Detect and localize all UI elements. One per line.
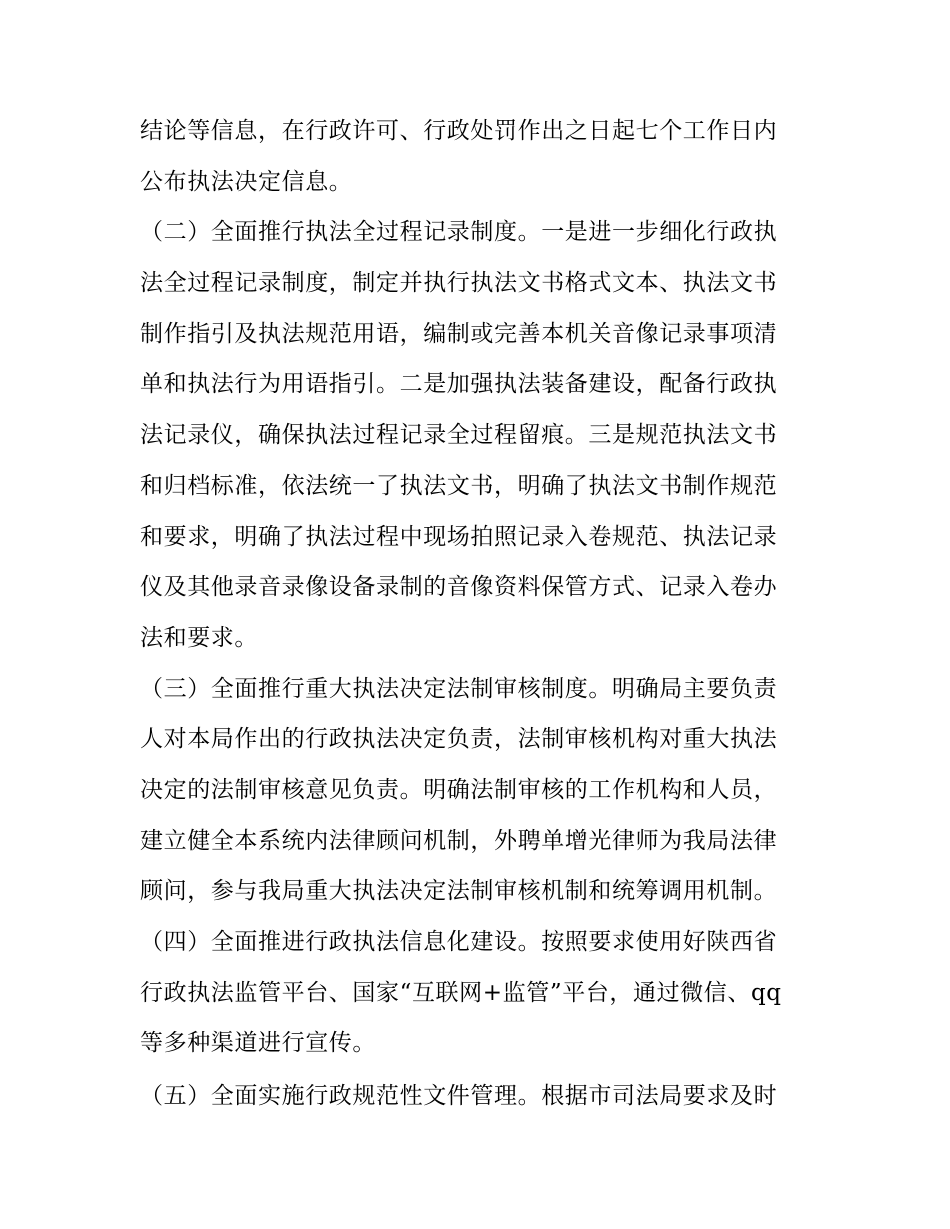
text-line: （五）全面实施行政规范性文件管理。根据市司法局要求及时: [140, 1083, 778, 1110]
text-line: （二）全面推行执法全过程记录制度。一是进一步细化行政执: [140, 219, 778, 246]
text-line: （三）全面推行重大执法决定法制审核制度。明确局主要负责: [140, 675, 778, 702]
text-line: 等多种渠道进行宣传。: [140, 1030, 376, 1057]
text-line: 建立健全本系统内法律顾问机制，外聘单增光律师为我局法律: [140, 827, 778, 854]
text-line: 结论等信息，在行政许可、行政处罚作出之日起七个工作日内: [140, 118, 778, 144]
text-line: 仪及其他录音录像设备录制的音像资料保管方式、记录入卷办: [140, 574, 778, 601]
body-text: [140, 106, 820, 1122]
text-line: （四）全面推进行政执法信息化建设。按照要求使用好陕西省: [140, 929, 778, 955]
text-line: 决定的法制审核意见负责。明确法制审核的工作机构和人员，: [140, 776, 778, 803]
text-line: 行政执法监管平台、国家“互联网+监管”平台，通过微信、qq: [140, 979, 782, 1006]
text-line: 公布执法决定信息。: [140, 168, 353, 195]
text-line: 制作指引及执法规范用语，编制或完善本机关音像记录事项清: [140, 320, 778, 347]
text-line: 法记录仪，确保执法过程记录全过程留痕。三是规范执法文书: [140, 422, 778, 449]
text-line: 和归档标准，依法统一了执法文书，明确了执法文书制作规范: [140, 472, 778, 499]
text-line: 单和执法行为用语指引。二是加强执法装备建设，配备行政执: [140, 371, 778, 398]
text-line: 法和要求。: [140, 624, 258, 651]
text-line: 和要求，明确了执法过程中现场拍照记录入卷规范、执法记录: [140, 523, 778, 550]
text-line: 顾问，参与我局重大执法决定法制审核机制和统筹调用机制。: [140, 878, 778, 905]
text-line: 人对本局作出的行政执法决定负责，法制审核机构对重大执法: [140, 726, 778, 753]
text-line: 法全过程记录制度，制定并执行执法文书格式文本、执法文书: [140, 270, 778, 297]
